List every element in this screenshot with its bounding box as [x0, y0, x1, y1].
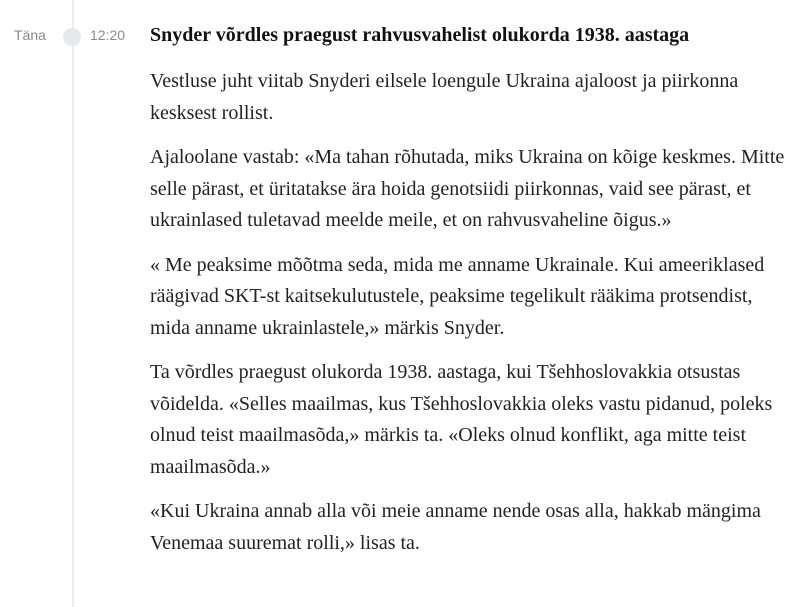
paragraph: Ajaloolane vastab: «Ma tahan rõhutada, miks Ukraina on kõige keskmes. Mitte selle pärast, et üritatakse ära hoida genotsiidi piirkonnas, vaid see pärast, et ukrainlased tuletavad meelde meile, et on rahvusvaheline õigus.»	[150, 146, 785, 231]
timeline-dot	[63, 28, 81, 46]
post-day: Täna	[14, 27, 46, 43]
post-time: 12:20	[90, 27, 126, 43]
post-title: Snyder võrdles praegust rahvusvahelist olukorda 1938. aastaga	[150, 24, 690, 46]
paragraph: « Me peaksime mõõtma seda, mida me anname Ukrainale. Kui ameeriklased räägivad SKT-st kaitsekulutustele, peaksime tegelikult rääkima protsendist, mida anname ukrainlastele,» märkis Snyder.	[150, 253, 765, 339]
paragraph: Vestluse juht viitab Snyderi eilsele loengule Ukraina ajaloost ja piirkonna kesksest rollist.	[150, 70, 739, 124]
post-body	[150, 66, 790, 572]
timeline-line	[72, 0, 74, 607]
paragraph: Ta võrdles praegust olukorda 1938. aastaga, kui Tšehhoslovakkia otsustas võidelda. «Selles maailmas, kus Tšehhoslovakkia oleks vastu pidanud, poleks olnud teist maailmasõda,» märkis ta. «Oleks olnud konflikt, aga mitte teist maailmasõda.»	[150, 361, 773, 478]
paragraph: «Kui Ukraina annab alla või meie anname nende osas alla, hakkab mängima Venemaa suuremat rolli,» lisas ta.	[150, 500, 761, 554]
